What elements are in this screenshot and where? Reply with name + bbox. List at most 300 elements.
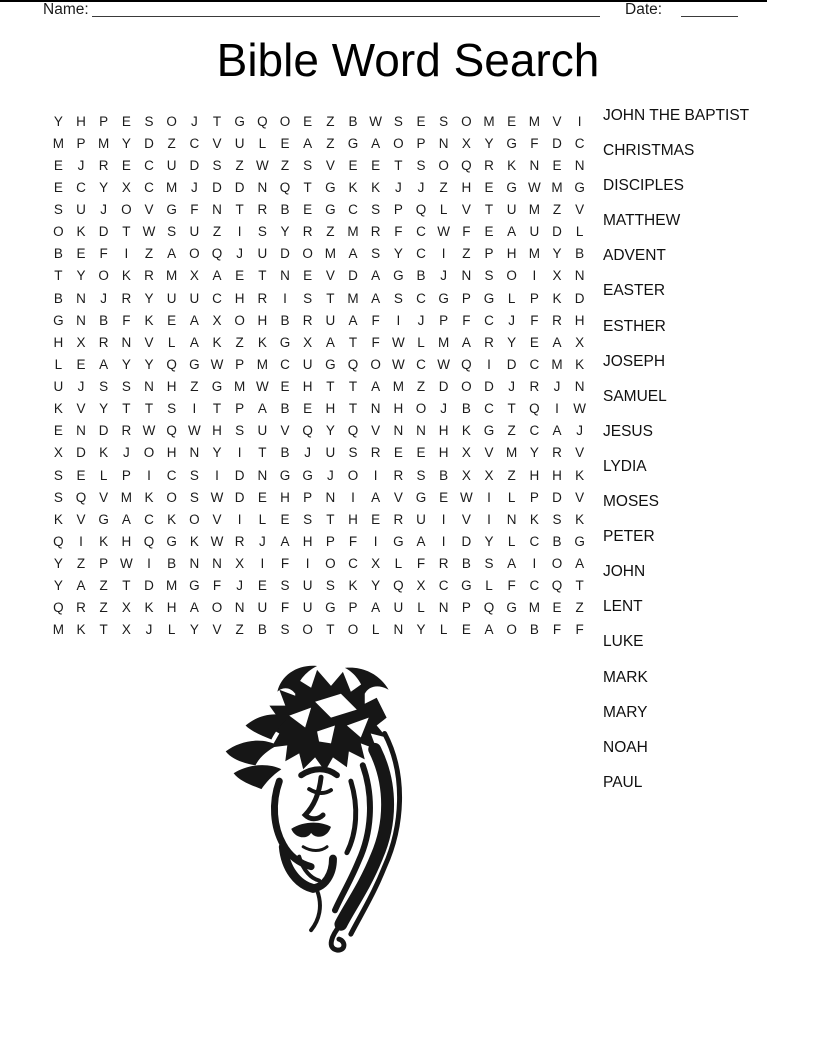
grid-letter: N	[506, 511, 517, 527]
grid-letter: N	[574, 268, 585, 284]
grid-letter: K	[121, 268, 131, 284]
grid-letter: Q	[347, 356, 359, 372]
grid-letter: Q	[551, 578, 563, 594]
grid-letter: T	[348, 379, 358, 395]
grid-letter: E	[280, 379, 290, 395]
grid-letter: I	[147, 467, 151, 483]
grid-letter: A	[416, 533, 426, 549]
grid-letter: G	[325, 202, 336, 218]
grid-letter: D	[234, 489, 245, 505]
grid-letter: C	[416, 246, 426, 262]
grid-letter: W	[210, 533, 224, 549]
grid-letter: M	[528, 246, 540, 262]
grid-letter: Y	[144, 356, 154, 372]
grid-letter: O	[370, 356, 381, 372]
grid-letter: W	[573, 401, 587, 417]
grid-letter: Q	[393, 578, 404, 594]
grid-letter: T	[122, 578, 131, 594]
grid-letter: S	[393, 113, 403, 129]
grid-letter: K	[144, 600, 154, 616]
grid-letter: R	[98, 157, 109, 173]
grid-letter: X	[53, 445, 63, 461]
grid-letter: Z	[190, 379, 199, 395]
grid-letter: A	[189, 312, 199, 328]
word-list-item: JOHN	[603, 563, 646, 581]
grid-letter: T	[326, 511, 335, 527]
grid-letter: C	[416, 224, 426, 240]
name-label: Name:	[43, 1, 89, 18]
grid-letter: K	[189, 533, 199, 549]
grid-letter: Z	[416, 379, 426, 395]
grid-letter: V	[144, 202, 154, 218]
grid-letter: G	[53, 312, 64, 328]
grid-letter: T	[575, 578, 584, 594]
grid-letter: L	[417, 334, 425, 350]
grid-letter: A	[507, 224, 517, 240]
grid-letter: Z	[507, 467, 516, 483]
grid-letter: E	[303, 268, 313, 284]
grid-letter: N	[189, 445, 200, 461]
grid-letter: M	[347, 224, 359, 240]
grid-letter: Z	[144, 246, 154, 262]
grid-letter: I	[79, 533, 83, 549]
grid-letter: W	[437, 224, 451, 240]
grid-letter: A	[575, 556, 585, 572]
grid-letter: H	[438, 423, 449, 439]
grid-letter: M	[52, 622, 64, 638]
grid-letter: V	[325, 157, 335, 173]
grid-letter: N	[416, 423, 426, 439]
grid-letter: D	[212, 179, 222, 195]
grid-letter: Q	[461, 356, 472, 372]
grid-letter: W	[255, 157, 269, 173]
grid-letter: W	[369, 113, 383, 129]
grid-letter: J	[304, 445, 312, 461]
grid-letter: P	[529, 489, 539, 505]
grid-letter: R	[484, 334, 494, 350]
grid-letter: A	[552, 423, 562, 439]
grid-letter: E	[529, 334, 539, 350]
grid-letter: O	[53, 224, 64, 240]
grid-letter: S	[484, 556, 494, 572]
grid-letter: E	[484, 224, 494, 240]
grid-letter: I	[487, 511, 491, 527]
grid-letter: S	[257, 224, 267, 240]
grid-letter: F	[462, 312, 471, 328]
grid-letter: K	[348, 179, 358, 195]
grid-letter: B	[99, 312, 109, 328]
grid-letter: G	[211, 379, 223, 395]
grid-letter: K	[76, 224, 86, 240]
grid-letter: D	[461, 533, 472, 549]
grid-letter: K	[144, 489, 154, 505]
grid-letter: M	[347, 290, 359, 306]
grid-letter: R	[234, 533, 245, 549]
grid-letter: Y	[393, 246, 403, 262]
grid-letter: A	[371, 489, 381, 505]
grid-letter: M	[392, 379, 404, 395]
grid-letter: U	[76, 202, 86, 218]
grid-letter: K	[99, 533, 109, 549]
grid-letter: K	[167, 511, 177, 527]
grid-letter: M	[528, 202, 540, 218]
grid-letter: J	[236, 578, 244, 594]
grid-letter: B	[53, 246, 63, 262]
grid-letter: F	[99, 246, 108, 262]
grid-letter: L	[439, 622, 448, 638]
grid-letter: I	[215, 467, 219, 483]
grid-letter: C	[144, 511, 154, 527]
grid-letter: O	[415, 401, 427, 417]
word-list	[603, 107, 749, 809]
grid-letter: O	[98, 268, 109, 284]
grid-letter: P	[439, 312, 449, 328]
grid-letter: T	[212, 401, 222, 417]
grid-letter: E	[461, 622, 471, 638]
grid-letter: U	[325, 445, 336, 461]
grid-letter: E	[53, 179, 63, 195]
grid-letter: Y	[53, 578, 63, 594]
grid-letter: N	[76, 312, 86, 328]
grid-letter: Y	[484, 533, 494, 549]
grid-letter: Q	[461, 157, 472, 173]
grid-letter: T	[144, 401, 154, 417]
grid-letter: U	[53, 379, 64, 395]
grid-letter: E	[303, 202, 313, 218]
grid-letter: Z	[280, 157, 290, 173]
grid-letter: P	[303, 489, 313, 505]
grid-letter: A	[280, 533, 290, 549]
grid-letter: E	[303, 113, 313, 129]
grid-letter: F	[575, 622, 584, 638]
grid-letter: T	[326, 290, 335, 306]
grid-letter: Z	[212, 224, 222, 240]
grid-letter: G	[483, 423, 495, 439]
grid-letter: C	[484, 312, 494, 328]
grid-letter: S	[167, 401, 177, 417]
word-list-item: ESTHER	[603, 317, 666, 335]
word-list-item: DISCIPLES	[603, 177, 684, 195]
grid-letter: M	[551, 356, 563, 372]
grid-letter: T	[484, 202, 494, 218]
grid-letter: S	[303, 511, 313, 527]
grid-letter: A	[167, 246, 177, 262]
grid-letter: W	[119, 556, 133, 572]
grid-letter: K	[371, 179, 381, 195]
grid-letter: M	[166, 179, 178, 195]
grid-letter: M	[324, 246, 336, 262]
grid-letter: I	[487, 356, 491, 372]
grid-letter: L	[439, 202, 448, 218]
grid-letter: K	[529, 511, 539, 527]
grid-letter: H	[280, 489, 290, 505]
jesus-illustration	[219, 658, 439, 956]
grid-letter: X	[416, 578, 426, 594]
grid-letter: I	[237, 445, 242, 461]
grid-letter: W	[142, 423, 156, 439]
grid-letter: S	[416, 157, 426, 173]
grid-letter: S	[189, 489, 199, 505]
grid-letter: Y	[529, 445, 539, 461]
grid-letter: D	[280, 246, 290, 262]
grid-letter: R	[438, 556, 449, 572]
grid-letter: Y	[280, 224, 290, 240]
grid-letter: X	[461, 467, 471, 483]
grid-letter: Y	[121, 356, 131, 372]
grid-letter: G	[279, 334, 291, 350]
grid-letter: F	[507, 578, 516, 594]
grid-letter: T	[122, 224, 131, 240]
grid-letter: H	[121, 533, 132, 549]
grid-letter: C	[189, 135, 200, 151]
grid-letter: R	[529, 379, 540, 395]
grid-letter: M	[551, 179, 563, 195]
grid-letter: R	[121, 423, 132, 439]
grid-letter: D	[552, 489, 562, 505]
grid-letter: I	[237, 224, 242, 240]
grid-letter: O	[325, 556, 336, 572]
grid-letter: A	[303, 135, 313, 151]
grid-letter: K	[144, 312, 154, 328]
grid-letter: B	[280, 445, 290, 461]
grid-letter: W	[142, 224, 156, 240]
grid-letter: P	[121, 467, 131, 483]
grid-letter: D	[438, 379, 449, 395]
grid-letter: V	[144, 334, 154, 350]
grid-letter: P	[529, 290, 539, 306]
grid-letter: I	[532, 556, 537, 572]
grid-letter: T	[507, 401, 516, 417]
word-list-item: NOAH	[603, 738, 648, 756]
grid-letter: E	[235, 268, 245, 284]
grid-letter: U	[506, 202, 517, 218]
grid-letter: P	[99, 556, 109, 572]
grid-letter: A	[325, 334, 335, 350]
grid-letter: Q	[166, 423, 177, 439]
grid-letter: P	[461, 290, 471, 306]
grid-letter: I	[577, 113, 582, 129]
grid-letter: C	[76, 179, 86, 195]
grid-letter: E	[280, 511, 290, 527]
grid-letter: N	[257, 179, 268, 195]
grid-letter: O	[506, 622, 517, 638]
grid-letter: H	[506, 246, 517, 262]
grid-letter: H	[552, 467, 562, 483]
grid-letter: D	[552, 224, 562, 240]
grid-letter: U	[529, 224, 540, 240]
grid-letter: C	[144, 157, 154, 173]
grid-letter: R	[552, 312, 562, 328]
grid-letter: M	[506, 445, 518, 461]
grid-letter: C	[348, 202, 358, 218]
grid-letter: G	[189, 578, 200, 594]
grid-letter: B	[280, 202, 290, 218]
grid-letter: L	[394, 556, 403, 572]
grid-letter: O	[438, 157, 449, 173]
grid-letter: I	[260, 556, 265, 572]
grid-letter: A	[348, 246, 358, 262]
grid-letter: Q	[166, 356, 177, 372]
grid-letter: C	[529, 423, 540, 439]
grid-letter: I	[147, 556, 151, 572]
grid-letter: R	[302, 224, 313, 240]
grid-letter: U	[257, 600, 268, 616]
grid-letter: T	[303, 179, 312, 195]
grid-letter: Z	[99, 578, 108, 594]
grid-letter: L	[371, 622, 380, 638]
grid-letter: F	[122, 312, 131, 328]
grid-letter: V	[280, 423, 290, 439]
grid-letter: G	[393, 533, 404, 549]
grid-letter: J	[145, 622, 153, 638]
grid-letter: R	[98, 334, 109, 350]
grid-letter: J	[236, 246, 244, 262]
grid-letter: G	[574, 179, 585, 195]
grid-letter: Q	[347, 423, 359, 439]
grid-letter: Y	[189, 622, 199, 638]
grid-letter: V	[76, 511, 86, 527]
grid-letter: G	[325, 356, 336, 372]
grid-letter: E	[53, 157, 63, 173]
grid-letter: V	[575, 445, 585, 461]
grid-letter: E	[416, 445, 426, 461]
grid-letter: O	[279, 113, 291, 129]
grid-letter: D	[574, 290, 585, 306]
grid-letter: B	[439, 467, 449, 483]
grid-letter: M	[256, 356, 268, 372]
grid-letter: N	[393, 423, 404, 439]
grid-letter: H	[212, 423, 222, 439]
grid-letter: Z	[326, 135, 335, 151]
grid-letter: M	[166, 268, 178, 284]
grid-letter: A	[461, 334, 471, 350]
grid-letter: V	[575, 202, 585, 218]
grid-letter: S	[552, 511, 562, 527]
grid-letter: F	[530, 312, 539, 328]
grid-letter: C	[484, 401, 494, 417]
grid-letter: O	[189, 511, 200, 527]
grid-letter: J	[508, 312, 516, 328]
grid-letter: A	[552, 334, 562, 350]
word-list-item: LUKE	[603, 633, 644, 651]
grid-letter: O	[143, 445, 155, 461]
grid-letter: Q	[143, 533, 155, 549]
grid-letter: E	[280, 135, 290, 151]
grid-letter: P	[99, 113, 109, 129]
grid-letter: Z	[235, 622, 244, 638]
grid-letter: X	[76, 334, 86, 350]
grid-letter: G	[506, 179, 517, 195]
grid-letter: E	[121, 113, 131, 129]
grid-letter: E	[348, 157, 358, 173]
grid-letter: F	[280, 600, 290, 616]
grid-letter: H	[53, 334, 64, 350]
grid-letter: S	[99, 379, 109, 395]
grid-letter: R	[393, 467, 404, 483]
grid-letter: P	[235, 356, 245, 372]
grid-letter: D	[348, 268, 358, 284]
grid-letter: V	[461, 202, 471, 218]
grid-letter: F	[462, 224, 471, 240]
grid-letter: X	[461, 135, 471, 151]
grid-letter: M	[528, 600, 540, 616]
grid-letter: D	[98, 423, 109, 439]
grid-letter: X	[235, 556, 245, 572]
grid-letter: U	[325, 312, 336, 328]
grid-letter: S	[53, 467, 63, 483]
grid-letter: M	[438, 334, 450, 350]
grid-letter: U	[166, 290, 177, 306]
grid-letter: O	[211, 600, 223, 616]
grid-letter: Z	[507, 423, 516, 439]
word-list-item: MARK	[603, 668, 648, 686]
grid-letter: O	[393, 135, 404, 151]
grid-letter: K	[348, 578, 358, 594]
grid-letter: R	[302, 312, 313, 328]
grid-letter: K	[461, 423, 471, 439]
grid-letter: L	[417, 600, 425, 616]
grid-letter: S	[371, 202, 381, 218]
grid-letter: J	[440, 401, 448, 417]
grid-letter: Z	[552, 202, 562, 218]
grid-letter: B	[280, 401, 290, 417]
grid-letter: Y	[371, 578, 381, 594]
grid-letter: A	[189, 334, 199, 350]
grid-letter: J	[394, 179, 402, 195]
grid-letter: O	[347, 467, 359, 483]
grid-letter: K	[575, 511, 585, 527]
grid-letter: G	[189, 356, 200, 372]
grid-letter: Y	[212, 445, 222, 461]
grid-letter: G	[574, 533, 585, 549]
grid-letter: V	[461, 511, 471, 527]
grid-letter: N	[189, 556, 200, 572]
grid-letter: C	[348, 556, 358, 572]
grid-letter: B	[53, 290, 63, 306]
grid-letter: O	[234, 312, 245, 328]
grid-letter: V	[212, 135, 222, 151]
grid-letter: W	[437, 356, 451, 372]
grid-letter: V	[99, 489, 109, 505]
grid-letter: U	[189, 224, 200, 240]
grid-letter: E	[53, 423, 63, 439]
word-list-item: PETER	[603, 528, 655, 546]
grid-letter: R	[257, 290, 268, 306]
grid-letter: X	[121, 622, 131, 638]
grid-letter: S	[303, 157, 313, 173]
grid-letter: A	[348, 312, 358, 328]
word-list-item: MOSES	[603, 493, 659, 511]
grid-letter: A	[371, 135, 381, 151]
word-list-item: PAUL	[603, 773, 643, 791]
grid-letter: T	[54, 268, 63, 284]
grid-letter: L	[167, 334, 176, 350]
grid-letter: N	[257, 467, 268, 483]
grid-letter: J	[417, 312, 425, 328]
grid-letter: V	[484, 445, 494, 461]
grid-letter: D	[144, 135, 154, 151]
grid-letter: E	[76, 246, 86, 262]
grid-letter: K	[575, 467, 585, 483]
grid-letter: M	[98, 135, 110, 151]
grid-letter: S	[167, 224, 177, 240]
grid-letter: A	[257, 401, 267, 417]
grid-letter: W	[210, 356, 224, 372]
grid-letter: N	[574, 157, 585, 173]
word-search-grid	[47, 110, 591, 641]
grid-letter: K	[257, 334, 267, 350]
grid-letter: V	[325, 268, 335, 284]
